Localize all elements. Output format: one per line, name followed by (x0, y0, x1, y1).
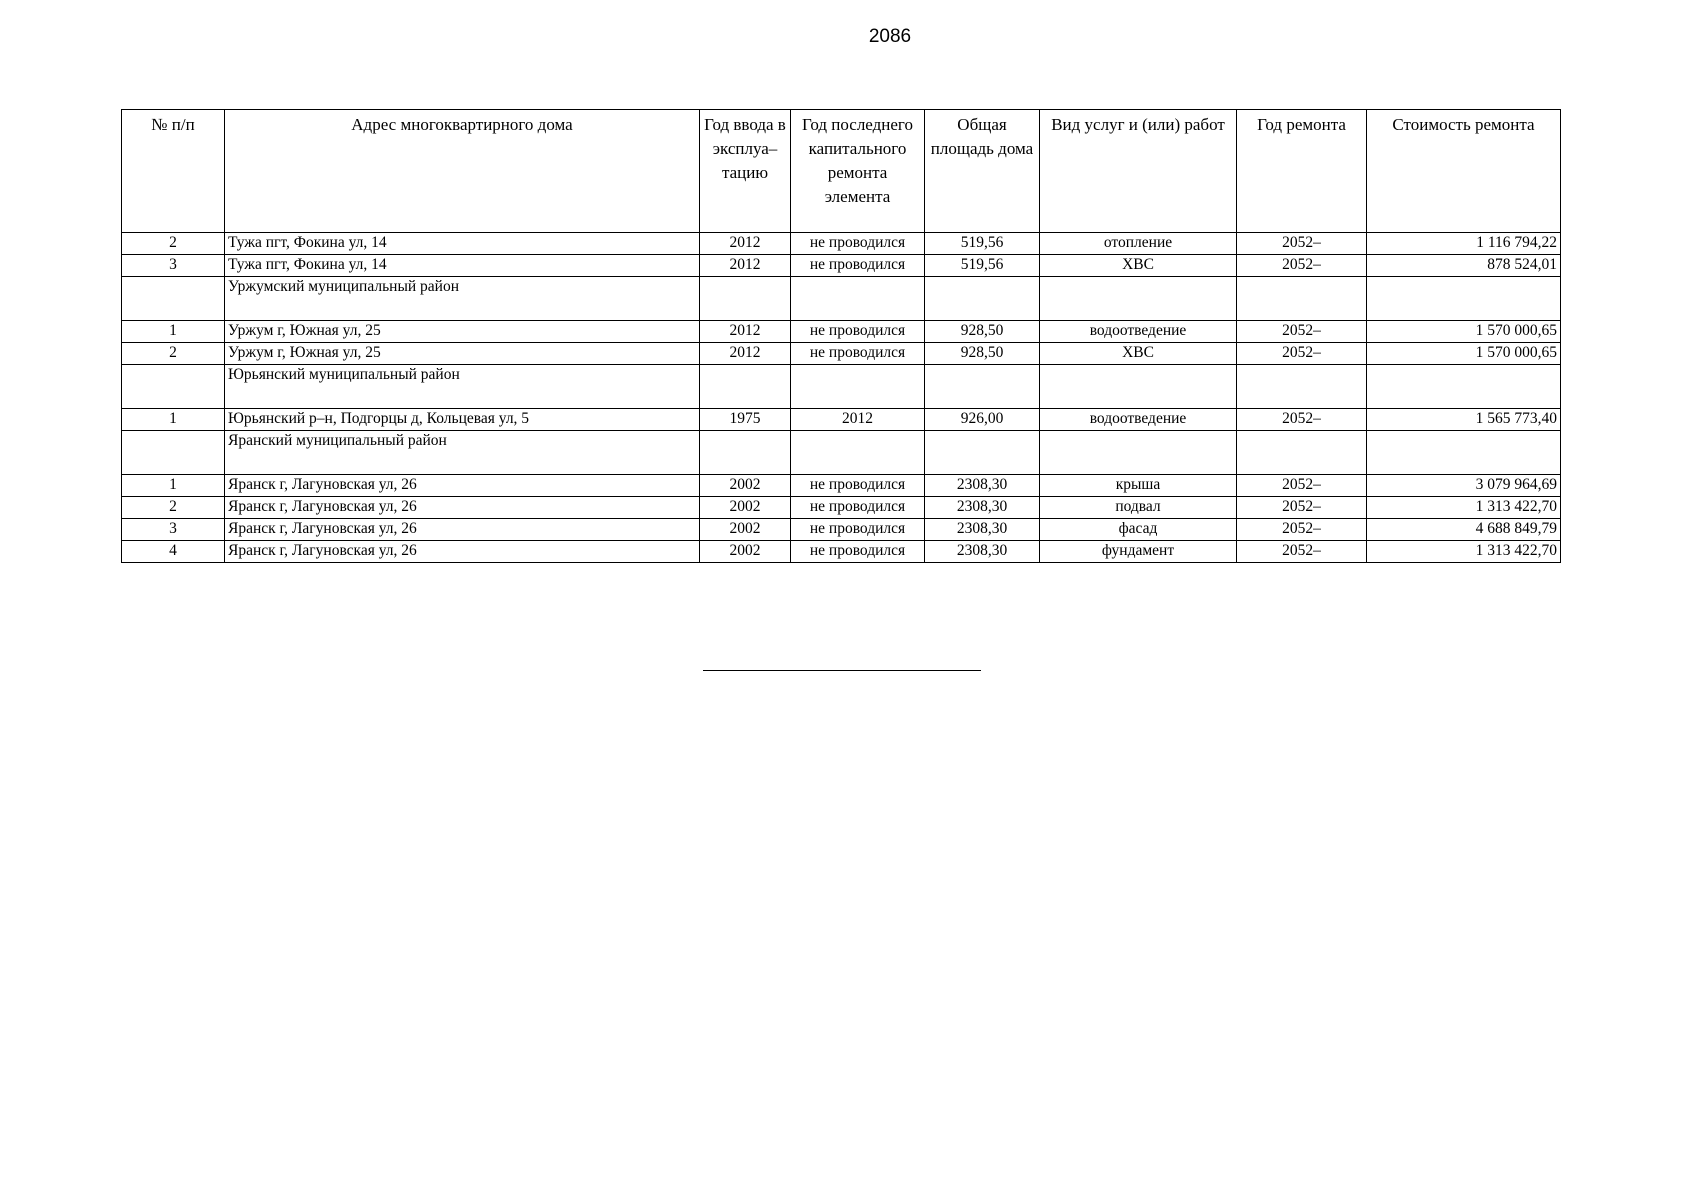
cell-commission-year: 2012 (700, 255, 791, 277)
district-row (122, 365, 1561, 409)
table-body (122, 233, 1561, 563)
cell-total-area: 2308,30 (925, 541, 1040, 563)
cell-commission-year: 2002 (700, 519, 791, 541)
district-row (122, 431, 1561, 475)
cell-number: 2 (122, 233, 225, 255)
cell-number: 2 (122, 497, 225, 519)
table-row (122, 409, 1561, 431)
table-row (122, 541, 1561, 563)
cell-work-type: ХВС (1040, 343, 1237, 365)
cell-address: Уржум г, Южная ул, 25 (225, 321, 700, 343)
cell-number: 1 (122, 475, 225, 497)
header-address: Адрес многоквартирного дома (225, 110, 700, 233)
cell-work-type: фасад (1040, 519, 1237, 541)
cell-repair-year (1237, 365, 1367, 409)
cell-commission-year: 2002 (700, 497, 791, 519)
cell-total-area: 928,50 (925, 343, 1040, 365)
cell-work-type: водоотведение (1040, 321, 1237, 343)
cell-work-type: подвал (1040, 497, 1237, 519)
cell-repair-year (1237, 431, 1367, 475)
cell-work-type: ХВС (1040, 255, 1237, 277)
cell-number: 2 (122, 343, 225, 365)
cell-repair-year: 2052– (1237, 343, 1367, 365)
cell-repair-cost (1367, 277, 1561, 321)
cell-last-repair-year (791, 431, 925, 475)
header-total-area: Общая площадь дома (925, 110, 1040, 233)
cell-commission-year: 1975 (700, 409, 791, 431)
cell-repair-year: 2052– (1237, 497, 1367, 519)
cell-repair-year (1237, 277, 1367, 321)
cell-number (122, 277, 225, 321)
cell-repair-year: 2052– (1237, 409, 1367, 431)
cell-repair-cost: 1 570 000,65 (1367, 343, 1561, 365)
cell-commission-year (700, 277, 791, 321)
cell-repair-cost: 1 313 422,70 (1367, 541, 1561, 563)
cell-work-type (1040, 277, 1237, 321)
cell-address: Уржум г, Южная ул, 25 (225, 343, 700, 365)
table-header-row (122, 110, 1561, 233)
cell-last-repair-year: не проводился (791, 519, 925, 541)
cell-repair-year: 2052– (1237, 475, 1367, 497)
cell-total-area: 519,56 (925, 255, 1040, 277)
cell-address: Тужа пгт, Фокина ул, 14 (225, 233, 700, 255)
header-repair-cost: Стоимость ремонта (1367, 110, 1561, 233)
cell-repair-cost: 3 079 964,69 (1367, 475, 1561, 497)
cell-address: Юрьянский р–н, Подгорцы д, Кольцевая ул, 5 (225, 409, 700, 431)
district-name: Уржумский муниципальный район (225, 277, 700, 321)
cell-number (122, 365, 225, 409)
cell-repair-year: 2052– (1237, 233, 1367, 255)
cell-total-area: 928,50 (925, 321, 1040, 343)
cell-commission-year: 2002 (700, 541, 791, 563)
cell-repair-cost: 1 565 773,40 (1367, 409, 1561, 431)
cell-number: 1 (122, 409, 225, 431)
cell-commission-year: 2002 (700, 475, 791, 497)
cell-total-area (925, 365, 1040, 409)
cell-repair-year: 2052– (1237, 321, 1367, 343)
header-last-repair-year: Год последнего капитального ремонта элемента (791, 110, 925, 233)
cell-work-type: фундамент (1040, 541, 1237, 563)
header-work-type: Вид услуг и (или) работ (1040, 110, 1237, 233)
table-row (122, 519, 1561, 541)
district-name: Юрьянский муниципальный район (225, 365, 700, 409)
cell-number (122, 431, 225, 475)
cell-number: 1 (122, 321, 225, 343)
cell-total-area: 2308,30 (925, 519, 1040, 541)
cell-repair-year: 2052– (1237, 541, 1367, 563)
cell-total-area (925, 431, 1040, 475)
cell-total-area: 2308,30 (925, 497, 1040, 519)
cell-address: Яранск г, Лагуновская ул, 26 (225, 475, 700, 497)
repair-schedule-table (121, 109, 1561, 563)
cell-repair-cost: 878 524,01 (1367, 255, 1561, 277)
district-row (122, 277, 1561, 321)
cell-repair-cost: 1 570 000,65 (1367, 321, 1561, 343)
table-row (122, 475, 1561, 497)
cell-work-type (1040, 365, 1237, 409)
cell-last-repair-year: не проводился (791, 321, 925, 343)
table-row (122, 497, 1561, 519)
cell-work-type: крыша (1040, 475, 1237, 497)
cell-number: 4 (122, 541, 225, 563)
cell-total-area: 2308,30 (925, 475, 1040, 497)
cell-last-repair-year: не проводился (791, 233, 925, 255)
table-row (122, 233, 1561, 255)
cell-address: Тужа пгт, Фокина ул, 14 (225, 255, 700, 277)
cell-number: 3 (122, 519, 225, 541)
cell-commission-year: 2012 (700, 233, 791, 255)
cell-work-type (1040, 431, 1237, 475)
cell-repair-cost (1367, 365, 1561, 409)
cell-last-repair-year: не проводился (791, 255, 925, 277)
cell-last-repair-year: не проводился (791, 497, 925, 519)
table-row (122, 343, 1561, 365)
header-repair-year: Год ремонта (1237, 110, 1367, 233)
cell-repair-cost: 4 688 849,79 (1367, 519, 1561, 541)
cell-address: Яранск г, Лагуновская ул, 26 (225, 541, 700, 563)
cell-repair-cost (1367, 431, 1561, 475)
cell-work-type: водоотведение (1040, 409, 1237, 431)
cell-last-repair-year (791, 277, 925, 321)
cell-commission-year (700, 365, 791, 409)
cell-repair-year: 2052– (1237, 255, 1367, 277)
cell-repair-cost: 1 313 422,70 (1367, 497, 1561, 519)
cell-repair-cost: 1 116 794,22 (1367, 233, 1561, 255)
cell-total-area: 519,56 (925, 233, 1040, 255)
district-name: Яранский муниципальный район (225, 431, 700, 475)
cell-address: Яранск г, Лагуновская ул, 26 (225, 497, 700, 519)
cell-commission-year (700, 431, 791, 475)
cell-work-type: отопление (1040, 233, 1237, 255)
cell-number: 3 (122, 255, 225, 277)
cell-repair-year: 2052– (1237, 519, 1367, 541)
page-number: 2086 (868, 26, 912, 47)
cell-last-repair-year: не проводился (791, 343, 925, 365)
cell-total-area (925, 277, 1040, 321)
table-row (122, 321, 1561, 343)
cell-last-repair-year: 2012 (791, 409, 925, 431)
cell-commission-year: 2012 (700, 343, 791, 365)
cell-last-repair-year (791, 365, 925, 409)
header-number: № п/п (122, 110, 225, 233)
cell-address: Яранск г, Лагуновская ул, 26 (225, 519, 700, 541)
cell-last-repair-year: не проводился (791, 541, 925, 563)
header-commission-year: Год ввода в эксплуа– тацию (700, 110, 791, 233)
cell-commission-year: 2012 (700, 321, 791, 343)
cell-total-area: 926,00 (925, 409, 1040, 431)
footer-divider (703, 670, 981, 671)
table-row (122, 255, 1561, 277)
cell-last-repair-year: не проводился (791, 475, 925, 497)
